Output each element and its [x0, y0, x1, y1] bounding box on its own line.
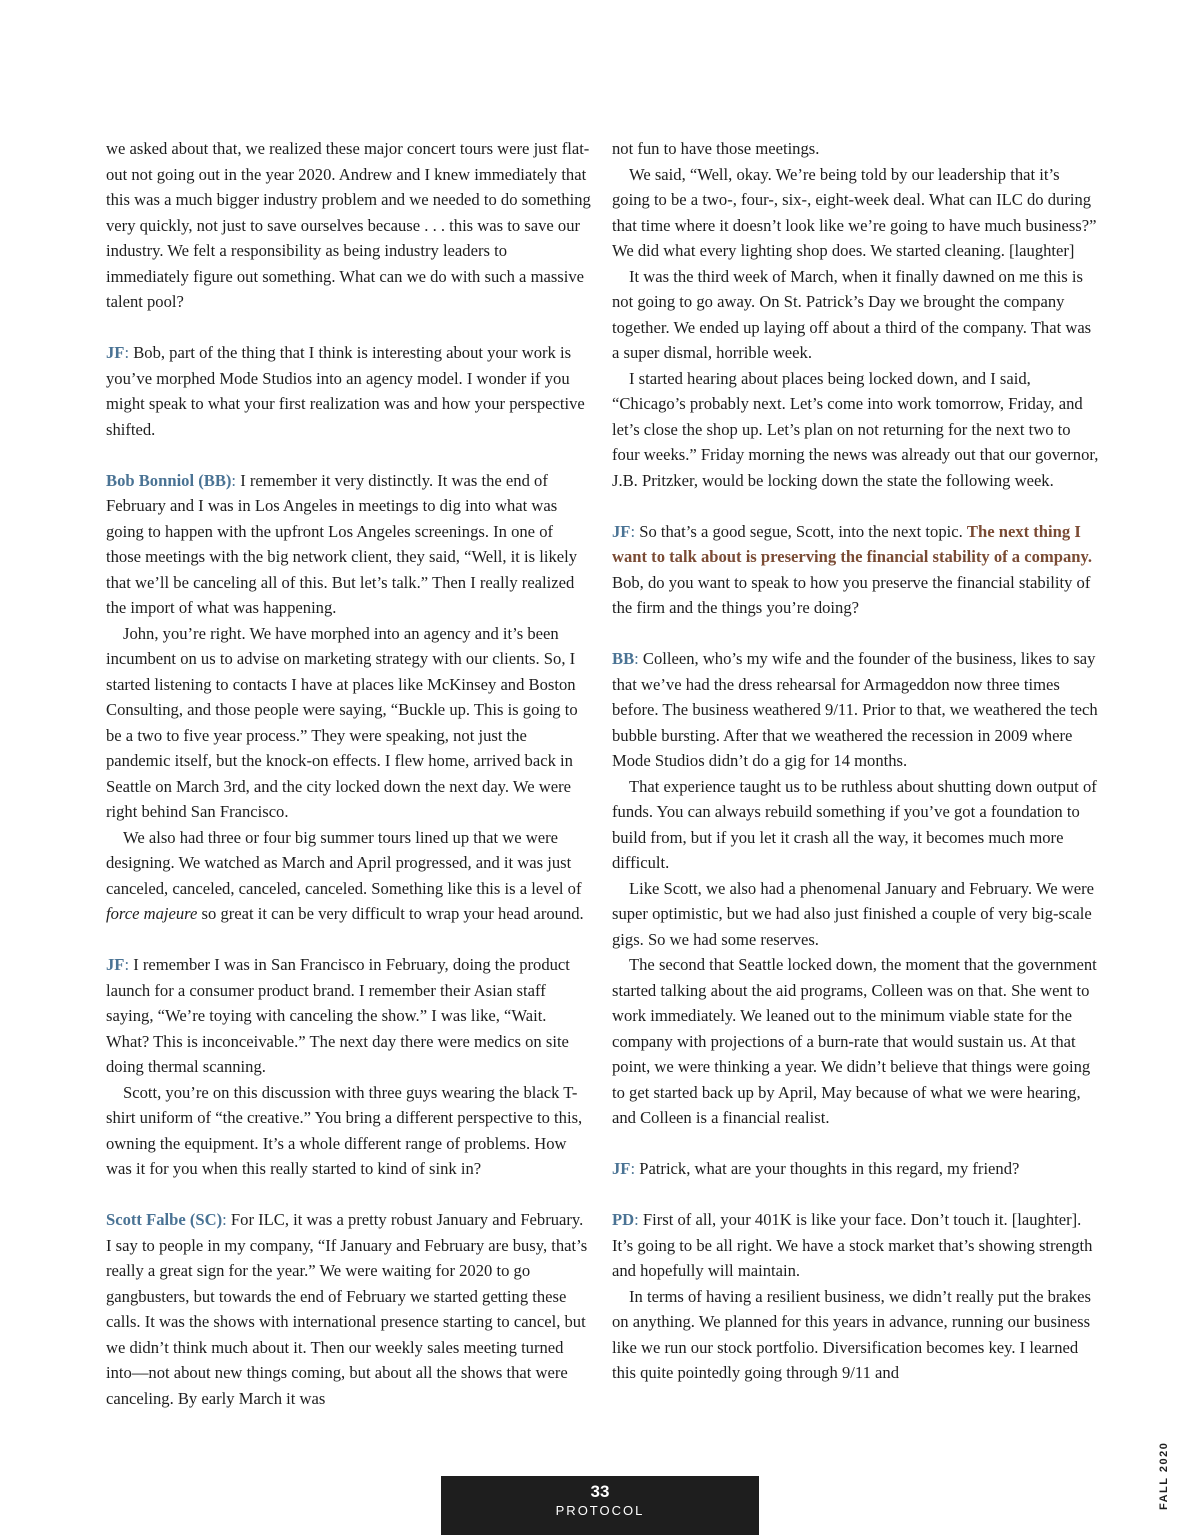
article-column-right — [612, 136, 1100, 1386]
text-run: So that’s a good segue, Scott, into the next topic. — [635, 521, 967, 541]
speaker-colon: : — [124, 343, 130, 362]
text-run: so great it can be very difficult to wrap your head around. — [197, 904, 584, 923]
text-run: John, you’re right. We have morphed into an agency and it’s been incumbent on us to advise on marketing strategy with our clients. So, I started listening to contacts I have at places like McKinsey and Boston Consulting, and those people were saying, “Buckle up. This is going to be a two to five year process.” They were speaking, not just the pandemic itself, but the knock-on effects. I flew home, arrived back in Seattle on March 3rd, and the city locked down the next day. We were right behind San Francisco. — [106, 623, 578, 821]
article-paragraph — [106, 1080, 592, 1182]
article-paragraph — [106, 468, 592, 621]
article-paragraph — [612, 162, 1100, 264]
article-paragraph — [106, 1207, 592, 1411]
speaker-colon: : — [634, 649, 639, 668]
text-run: I remember I was in San Francisco in February, doing the product launch for a consumer product brand. I remember their Asian staff saying, “We’re toying with canceling the show.” I was like, “Wait. What? This is inconceivable.” The next day there were medics on site doing thermal scanning. — [106, 955, 570, 1076]
text-run: First of all, your 401K is like your face. Don’t touch it. [laughter]. It’s going to be all right. We have a stock market that’s showing strength and hopefully will maintain. — [612, 1210, 1093, 1280]
speaker-label: Bob Bonniol (BB) — [106, 470, 232, 490]
text-run: That experience taught us to be ruthless about shutting down output of funds. You can always rebuild something if you’ve got a foundation to build from, but if you let it crash all the way, it becomes much more difficult. — [612, 776, 1097, 872]
speaker-colon: : — [222, 1210, 227, 1229]
article-paragraph — [612, 366, 1100, 494]
article-paragraph — [106, 952, 592, 1080]
article-column-left — [106, 136, 592, 1411]
text-run: Scott, you’re on this discussion with three guys wearing the black T-shirt uniform of “the creative.” You bring a different perspective to this, owning the equipment. It’s a whole different range of problems. How was it for you when this really started to kind of sink in? — [106, 1082, 583, 1178]
article-paragraph — [106, 340, 592, 442]
article-paragraph — [612, 1156, 1100, 1182]
italic-phrase: force majeure — [106, 904, 198, 923]
page-number: 33 — [590, 1482, 610, 1501]
text-run: We also had three or four big summer tours lined up that we were designing. We watched as March and April progressed, and it was just canceled, canceled, canceled, canceled. Something like this is a level of — [106, 827, 582, 898]
speaker-label: Scott Falbe (SC) — [106, 1210, 223, 1229]
text-run: For ILC, it was a pretty robust January and February. I say to people in my company, “If January and February are busy, that’s really a great sign for the year.” We were waiting for 2020 to go gangbusters, but towards the end of February we started getting these calls. It was the shows with international presence starting to cancel, but we didn’t think much about it. Then our weekly sales meeting turned into—not about new things coming, but about all the shows that were canceling. By early March it was — [106, 1210, 588, 1408]
text-run: Bob, part of the thing that I think is interesting about your work is you’ve morphed Mode Studios into an agency model. I wonder if you might speak to what your first realization was and how your perspective shifted. — [106, 343, 585, 439]
speaker-colon: : — [231, 470, 237, 490]
text-run: we asked about that, we realized these major concert tours were just flat-out not going out in the year 2020. Andrew and I knew immediately that this was a much bigger industry problem and we needed to do something very quickly, not just to save ourselves because . . . this was to save our industry. We felt a responsibility as being industry leaders to immediately figure out something. What can we do with such a massive talent pool? — [106, 139, 591, 311]
text-run: Patrick, what are your thoughts in this regard, my friend? — [635, 1159, 1020, 1178]
paragraph-gap — [106, 442, 592, 468]
article-paragraph — [612, 774, 1100, 876]
text-run: Bob, do you want to speak to how you preserve the financial stability of the firm and the things you’re doing? — [612, 572, 1091, 617]
article-paragraph — [106, 136, 592, 315]
article-paragraph — [612, 519, 1100, 621]
speaker-colon: : — [630, 521, 636, 541]
issue-label: FALL 2020 — [1158, 1441, 1170, 1510]
text-run: Colleen, who’s my wife and the founder of the business, likes to say that we’ve had the dress rehearsal for Armageddon now three times before. The business weathered 9/11. Prior to that, we weathered the tech bubble bursting. After that we weathered the recession in 2009 where Mode Studios didn’t do a gig for 14 months. — [612, 649, 1098, 770]
speaker-colon: : — [634, 1210, 639, 1229]
text-run: I started hearing about places being locked down, and I said, “Chicago’s probably next. Let’s come into work tomorrow, Friday, and let’s close the shop up. Let’s plan on not returning for the next two to four weeks.” Friday morning the news was already out that our governor, J.B. Pritzker, would be locking down the state the following week. — [612, 368, 1099, 490]
text-run: In terms of having a resilient business, we didn’t really put the brakes on anything. We planned for this years in advance, running our business like we run our stock portfolio. Diversification becomes key. I learned this quite pointedly going through 9/11 and — [612, 1286, 1091, 1382]
article-paragraph — [106, 825, 592, 927]
paragraph-gap — [612, 1182, 1100, 1208]
publication-name: PROTOCOL — [555, 1503, 645, 1518]
speaker-colon: : — [124, 955, 130, 974]
text-run: not fun to have those meetings. — [612, 139, 820, 158]
page-footer — [441, 1476, 759, 1535]
article-paragraph — [612, 876, 1100, 953]
paragraph-gap — [106, 1182, 592, 1208]
text-run: I remember it very distinctly. It was the end of February and I was in Los Angeles in meetings to dig into what was going to happen with the upfront Los Angeles screenings. In one of those meetings with the big network client, they said, “Well, it is likely that we’ll be canceling all of this. But let’s talk.” Then I really realized the import of what was happening. — [106, 470, 578, 617]
article-paragraph — [612, 952, 1100, 1131]
speaker-label: JF — [106, 343, 125, 362]
article-paragraph — [612, 1207, 1100, 1284]
speaker-colon: : — [630, 1159, 636, 1178]
paragraph-gap — [612, 493, 1100, 519]
article-paragraph — [612, 1284, 1100, 1386]
article-paragraph — [612, 264, 1100, 366]
paragraph-gap — [106, 315, 592, 341]
paragraph-gap — [106, 927, 592, 953]
article-paragraph — [612, 646, 1100, 774]
speaker-label: JF — [612, 521, 631, 541]
paragraph-gap — [612, 1131, 1100, 1157]
text-run: Like Scott, we also had a phenomenal January and February. We were super optimistic, but we had also just finished a couple of very big-scale gigs. So we had some reserves. — [612, 878, 1094, 949]
speaker-label: PD — [612, 1210, 635, 1229]
speaker-label: JF — [612, 1159, 631, 1178]
text-run: We said, “Well, okay. We’re being told by our leadership that it’s going to be a two-, four-, six-, eight-week deal. What can ILC do during that time where it doesn’t look like we’re going to have much business?” We did what every lighting shop does. We started cleaning. [laughter] — [612, 164, 1097, 260]
paragraph-gap — [612, 621, 1100, 647]
speaker-label: BB — [612, 649, 635, 668]
speaker-label: JF — [106, 955, 125, 974]
article-paragraph — [612, 136, 1100, 162]
article-paragraph — [106, 621, 592, 825]
text-run: It was the third week of March, when it finally dawned on me this is not going to go away. On St. Patrick’s Day we brought the company together. We ended up laying off about a third of the company. That was a super dismal, horrible week. — [612, 266, 1092, 362]
text-run: The second that Seattle locked down, the moment that the government started talking about the aid programs, Colleen was on that. She went to work immediately. We leaned out to the minimum viable state for the company with projections of a burn-rate that would sustain us. At that point, we were thinking a year. We didn’t believe that things were going to get started back up by April, May because of what we were hearing, and Colleen is a financial realist. — [612, 955, 1097, 1127]
pull-highlight: The next thing I want to talk about is preserving the financial stability of a company. — [612, 521, 1093, 566]
